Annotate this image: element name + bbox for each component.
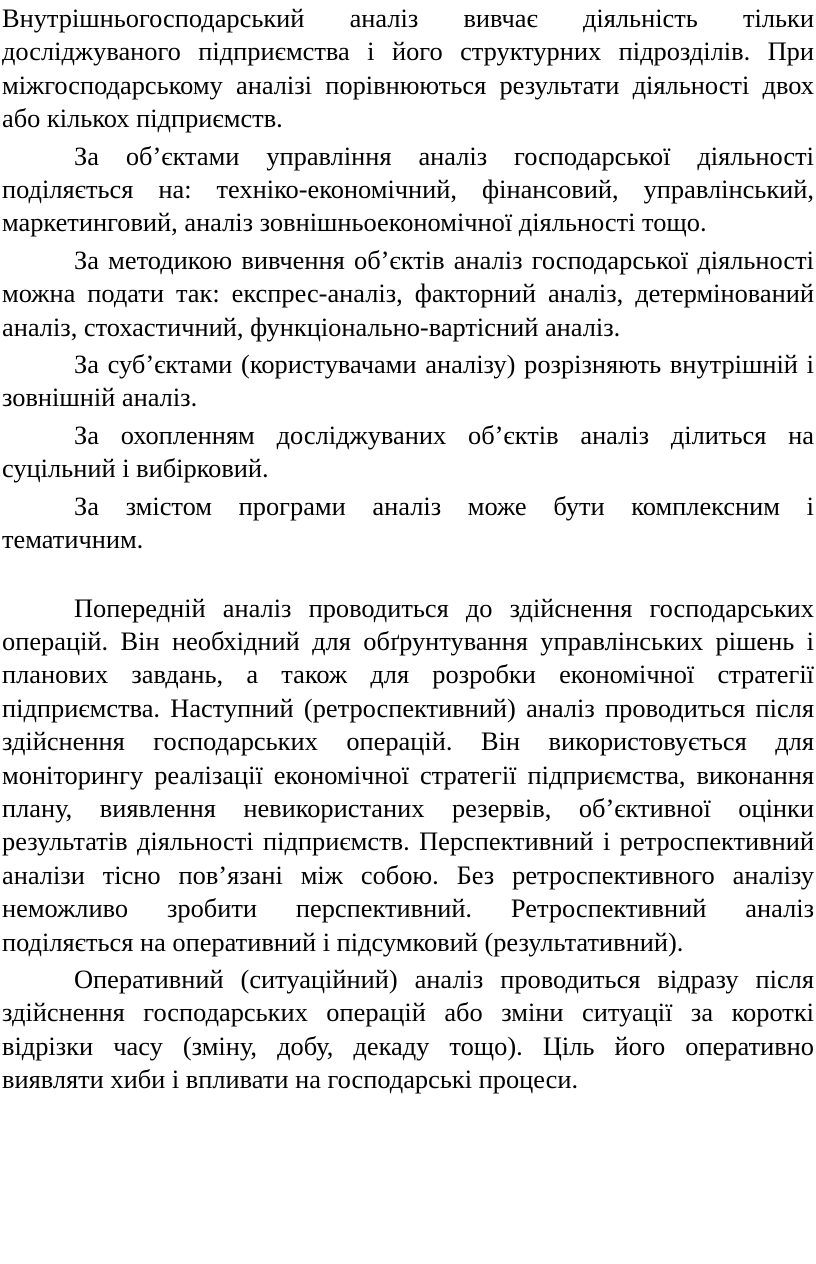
paragraph-study-methods: За методикою вивчення об’єктів аналіз господарської діяльності можна подати так: експрес-аналіз, факторний аналіз, детермінований аналіз, стохастичний, функціонально-вартісний аналіз. bbox=[2, 244, 814, 342]
paragraph-subjects: За суб’єктами (користувачами аналізу) розрізняють внутрішній і зовнішній аналіз. bbox=[2, 349, 814, 413]
paragraph-internal-analysis: Внутрішньогосподарський аналіз вивчає діяльність тільки досліджуваного підприємства і його структурних підрозділів. При міжгосподарському аналізі порівнюються результати діяльності двох або кількох підприємств. bbox=[2, 3, 814, 134]
paragraph-management-objects: За об’єктами управління аналіз господарської діяльності поділяється на: техніко-економічний, фінансовий, управлінський, маркетинговий, аналіз зовнішньоекономічної діяльності тощо. bbox=[2, 140, 814, 238]
paragraph-coverage: За охопленням досліджуваних об’єктів аналіз ділиться на суцільний і вибірковий. bbox=[2, 419, 814, 484]
paragraph-program-content: За змістом програми аналіз може бути комплексним і тематичним. bbox=[2, 490, 814, 555]
paragraph-operational-analysis: Оперативний (ситуаційний) аналіз проводиться відразу після здійснення господарських операцій або зміни ситуації за короткі відрізки часу (зміну, добу, декаду тощо). Ціль його оперативно виявляти хиби і впливати на господарські процеси. bbox=[2, 963, 814, 1095]
paragraph-preliminary-analysis: Попередній аналіз проводиться до здійснення господарських операцій. Він необхідний для обґрунтування управлінських рішень і планових завдань, а також для розробки економічної стратегії підприємства. Наступний (ретроспективний) аналіз проводиться після здійснення господарських операцій. Він використовується для моніторингу реалізації економічної стратегії підприємства, виконання плану, виявлення невикористаних резервів, об’єктивної оцінки результатів діяльності підприємств. Перспективний і ретроспективний аналізи тісно пов’язані між собою. Без ретроспективного аналізу неможливо зробити перспективний. Ретроспективний аналіз поділяється на оперативний і підсумковий (результативний). bbox=[2, 592, 814, 957]
